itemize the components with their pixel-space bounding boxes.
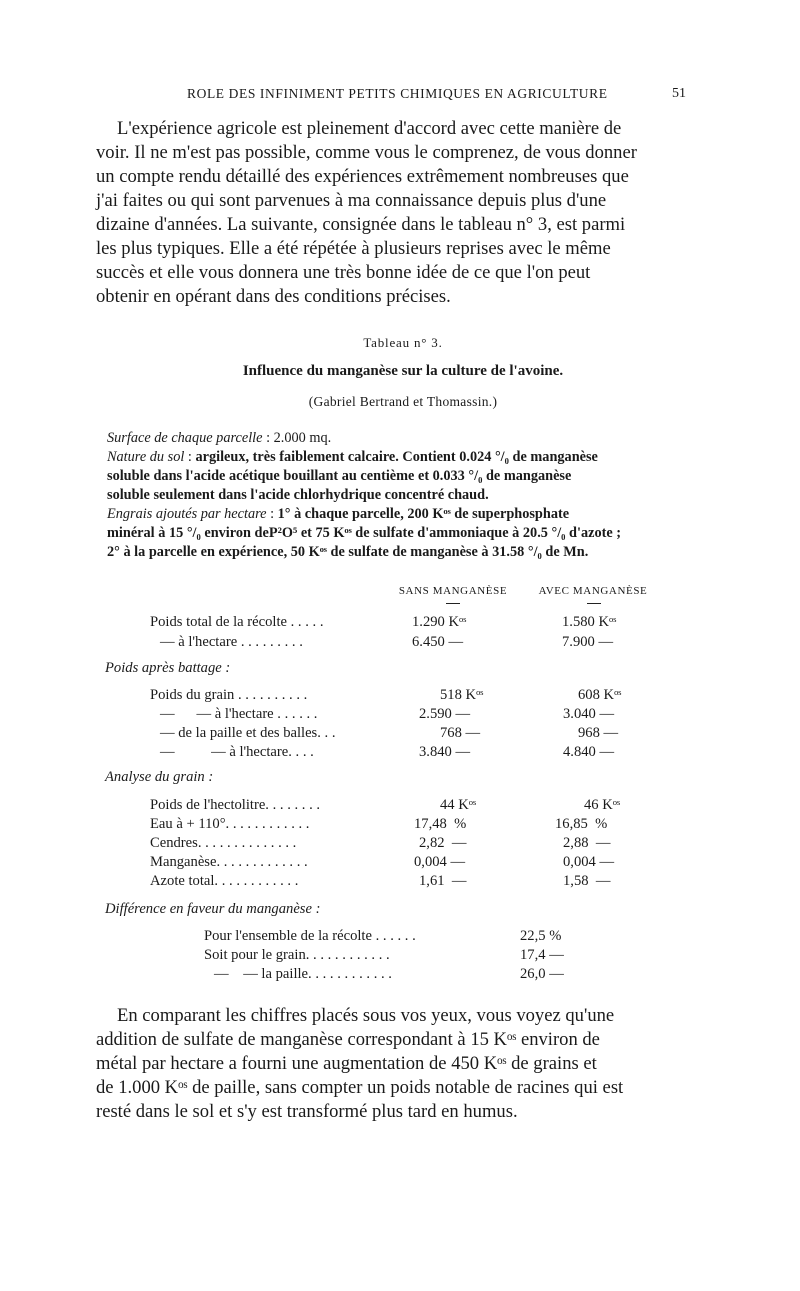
surface-value: 2.000 mq. <box>273 430 332 446</box>
intro-line: les plus typiques. Elle a été répétée à plusieurs reprises avec le même <box>96 238 611 259</box>
row-value-sans: 1,61 — <box>419 873 467 889</box>
table-label: Tableau n° 3. <box>363 335 443 350</box>
closing-line: En comparant les chiffres placés sous vos yeux, vous voyez qu'une <box>117 1005 615 1026</box>
row-value-avec: 1.580 Kᵒˢ <box>562 614 617 630</box>
col-header-rule <box>587 603 601 604</box>
row-value-avec: 7.900 — <box>562 634 614 650</box>
row-label: Poids de l'hectolitre. . . . . . . . <box>150 797 321 813</box>
table-row <box>0 614 800 634</box>
row-label: Azote total. . . . . . . . . . . . <box>150 873 299 889</box>
row-value-sans: 3.840 — <box>419 744 471 760</box>
row-value-avec: 0,004 — <box>563 854 615 870</box>
table-row <box>0 744 800 764</box>
surface-line: Surface de chaque parcelle : 2.000 mq. <box>107 430 332 446</box>
table-authors: (Gabriel Bertrand et Thomassin.) <box>308 394 498 409</box>
row-label: — de la paille et des balles. . . <box>160 725 336 741</box>
col-header-sans: SANS MANGANÈSE <box>398 585 508 597</box>
row-value-sans: 17,48 % <box>414 816 467 832</box>
nature-line: soluble seulement dans l'acide chlorhydrique concentré chaud. <box>107 487 489 503</box>
table-row <box>0 816 800 836</box>
intro-line: un compte rendu détaillé des expériences extrêmement nombreuses que <box>96 166 629 187</box>
row-value-avec: 3.040 — <box>563 706 615 722</box>
intro-line: j'ai faites ou qui sont parvenues à ma connaissance depuis plus d'une <box>96 190 607 211</box>
row-value-sans: 2,82 — <box>419 835 467 851</box>
table-row <box>0 797 800 817</box>
col-header-rule <box>446 603 460 604</box>
row-value-avec: 46 Kᵒˢ <box>584 797 621 813</box>
engrais-text: 1° à chaque parcelle, 200 Kᵒˢ de superphosphate <box>277 506 570 522</box>
engrais-line: minéral à 15 °/₀ environ deP²O⁵ et 75 Kᵒˢ de sulfate d'ammoniaque à 20.5 °/₀ d'azote ; <box>107 525 622 541</box>
row-value-avec: 1,58 — <box>563 873 611 889</box>
row-label: — à l'hectare . . . . . . . . . <box>160 634 303 650</box>
row-label: Cendres. . . . . . . . . . . . . . <box>150 835 297 851</box>
intro-line: succès et elle vous donnera une très bonne idée de ce que l'on peut <box>96 262 591 283</box>
row-label: Poids du grain . . . . . . . . . . <box>150 687 308 703</box>
row-label: Poids total de la récolte . . . . . <box>150 614 324 630</box>
row-value-sans: 0,004 — <box>414 854 466 870</box>
row-label: — — à l'hectare . . . . . . <box>160 706 318 722</box>
difference-label: Soit pour le grain. . . . . . . . . . . . <box>204 947 390 963</box>
intro-line: dizaine d'années. La suivante, consignée dans le tableau n° 3, est parmi <box>96 214 626 235</box>
surface-label: Surface de chaque parcelle <box>107 430 263 446</box>
table-row <box>0 634 800 654</box>
col-header-avec: AVEC MANGANÈSE <box>538 585 648 597</box>
table-row <box>0 854 800 874</box>
difference-value: 22,5 % <box>520 928 562 944</box>
section-analyse: Analyse du grain : <box>105 769 214 785</box>
row-value-sans: 518 Kᵒˢ <box>440 687 484 703</box>
difference-row <box>204 947 564 964</box>
difference-value: 26,0 — <box>520 966 564 982</box>
row-value-avec: 4.840 — <box>563 744 615 760</box>
page-number: 51 <box>672 86 686 101</box>
nature-line: Nature du sol : argileux, très faiblement calcaire. Contient 0.024 °/₀ de manganèse <box>107 449 598 465</box>
row-value-avec: 2,88 — <box>563 835 611 851</box>
row-value-sans: 6.450 — <box>412 634 464 650</box>
engrais-line: 2° à la parcelle en expérience, 50 Kᵒˢ de sulfate de manganèse à 31.58 °/₀ de Mn. <box>107 544 589 560</box>
row-label: — — à l'hectare. . . . <box>160 744 314 760</box>
engrais-line: Engrais ajoutés par hectare : 1° à chaque parcelle, 200 Kᵒˢ de superphosphate <box>107 506 570 522</box>
closing-line: addition de sulfate de manganèse correspondant à 15 Kᵒˢ environ de <box>96 1029 600 1050</box>
difference-label: — — la paille. . . . . . . . . . . . <box>214 966 392 982</box>
intro-line: obtenir en opérant dans des conditions précises. <box>96 286 451 307</box>
difference-label: Pour l'ensemble de la récolte . . . . . . <box>204 928 416 944</box>
row-value-sans: 44 Kᵒˢ <box>440 797 477 813</box>
intro-line: L'expérience agricole est pleinement d'accord avec cette manière de <box>117 118 622 139</box>
difference-row <box>204 928 562 945</box>
table-row <box>0 687 800 707</box>
table-row <box>0 873 800 893</box>
table-row <box>0 706 800 726</box>
nature-line: soluble dans l'acide acétique bouillant au centième et 0.033 °/₀ de manganèse <box>107 468 572 484</box>
row-value-sans: 768 — <box>440 725 481 741</box>
section-battage: Poids après battage : <box>105 660 231 676</box>
table-row <box>0 835 800 855</box>
row-value-avec: 968 — <box>578 725 619 741</box>
running-title: ROLE DES INFINIMENT PETITS CHIMIQUES EN AGRICULTURE <box>187 86 608 101</box>
closing-line: métal par hectare a fourni une augmentation de 450 Kᵒˢ de grains et <box>96 1053 597 1074</box>
table-row <box>0 725 800 745</box>
closing-line: resté dans le sol et s'y est transformé plus tard en humus. <box>96 1101 518 1122</box>
row-label: Eau à + 110°. . . . . . . . . . . . <box>150 816 310 832</box>
nature-text: argileux, très faiblement calcaire. Contient 0.024 °/₀ de manganèse <box>195 449 598 465</box>
row-value-sans: 1.290 Kᵒˢ <box>412 614 467 630</box>
difference-row <box>214 966 564 983</box>
section-difference: Différence en faveur du manganèse : <box>105 901 321 917</box>
row-value-avec: 608 Kᵒˢ <box>578 687 622 703</box>
row-value-avec: 16,85 % <box>555 816 608 832</box>
intro-line: voir. Il ne m'est pas possible, comme vous le comprenez, de vous donner <box>96 142 637 163</box>
table-title: Influence du manganèse sur la culture de l'avoine. <box>242 363 564 379</box>
engrais-label: Engrais ajoutés par hectare <box>107 506 267 522</box>
row-value-sans: 2.590 — <box>419 706 471 722</box>
closing-line: de 1.000 Kᵒˢ de paille, sans compter un poids notable de racines qui est <box>96 1077 624 1098</box>
difference-value: 17,4 — <box>520 947 564 963</box>
row-label: Manganèse. . . . . . . . . . . . . <box>150 854 308 870</box>
nature-label: Nature du sol <box>107 449 185 465</box>
